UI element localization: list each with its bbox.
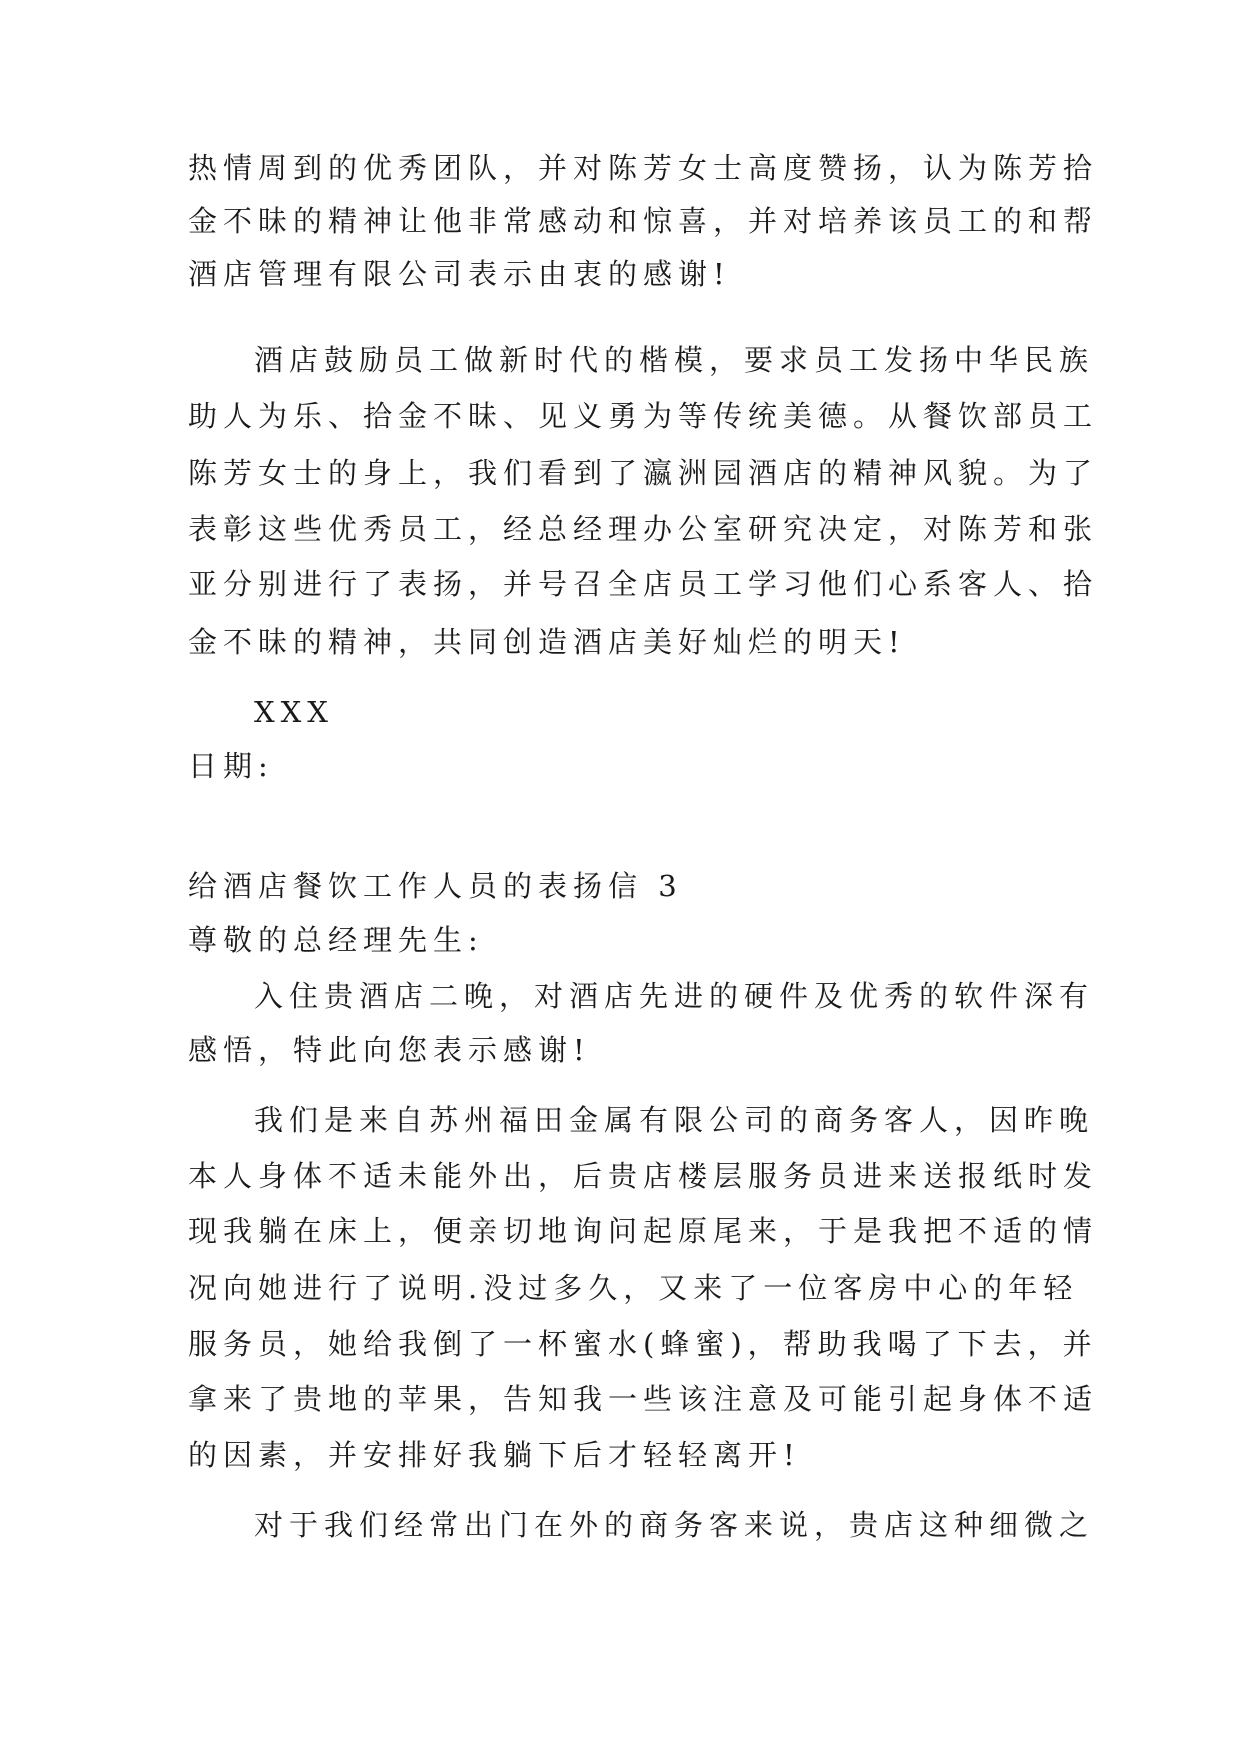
date-label: 日期: bbox=[188, 749, 274, 783]
signature: XXX bbox=[254, 695, 334, 729]
text-line: 感悟，特此向您表示感谢! bbox=[188, 1033, 591, 1067]
text-line: 酒店鼓励员工做新时代的楷模，要求员工发扬中华民族 bbox=[254, 343, 1095, 377]
text-line: 拿来了贵地的苹果，告知我一些该注意及可能引起身体不适 bbox=[188, 1382, 1099, 1416]
text-line: 本人身体不适未能外出，后贵店楼层服务员进来送报纸时发 bbox=[188, 1159, 1099, 1193]
text-line: 我们是来自苏州福田金属有限公司的商务客人，因昨晚 bbox=[254, 1103, 1095, 1137]
section-title: 给酒店餐饮工作人员的表扬信 3 bbox=[188, 869, 683, 903]
text-line: 金不昧的精神让他非常感动和惊喜，并对培养该员工的和帮 bbox=[188, 204, 1099, 238]
text-line: 的因素，并安排好我躺下后才轻轻离开! bbox=[188, 1438, 801, 1472]
text-line: 助人为乐、拾金不昧、见义勇为等传统美德。从餐饮部员工 bbox=[188, 399, 1099, 433]
text-line: 服务员，她给我倒了一杯蜜水(蜂蜜)，帮助我喝了下去，并 bbox=[188, 1327, 1098, 1361]
text-line: 入住贵酒店二晚，对酒店先进的硬件及优秀的软件深有 bbox=[254, 979, 1095, 1013]
text-line: 金不昧的精神，共同创造酒店美好灿烂的明天! bbox=[188, 625, 906, 659]
text-line: 现我躺在床上，便亲切地询问起原尾来，于是我把不适的情 bbox=[188, 1214, 1099, 1248]
text-line: 况向她进行了说明.没过多久，又来了一位客房中心的年轻 bbox=[188, 1271, 1079, 1305]
text-line: 表彰这些优秀员工，经总经理办公室研究决定，对陈芳和张 bbox=[188, 512, 1099, 546]
text-line: 热情周到的优秀团队，并对陈芳女士高度赞扬，认为陈芳拾 bbox=[188, 151, 1099, 185]
text-line: 对于我们经常出门在外的商务客来说，贵店这种细微之 bbox=[254, 1508, 1095, 1542]
text-line: 陈芳女士的身上，我们看到了瀛洲园酒店的精神风貌。为了 bbox=[188, 456, 1099, 490]
text-line: 酒店管理有限公司表示由衷的感谢! bbox=[188, 257, 731, 291]
salutation: 尊敬的总经理先生: bbox=[188, 923, 484, 957]
text-line: 亚分别进行了表扬，并号召全店员工学习他们心系客人、拾 bbox=[188, 567, 1099, 601]
